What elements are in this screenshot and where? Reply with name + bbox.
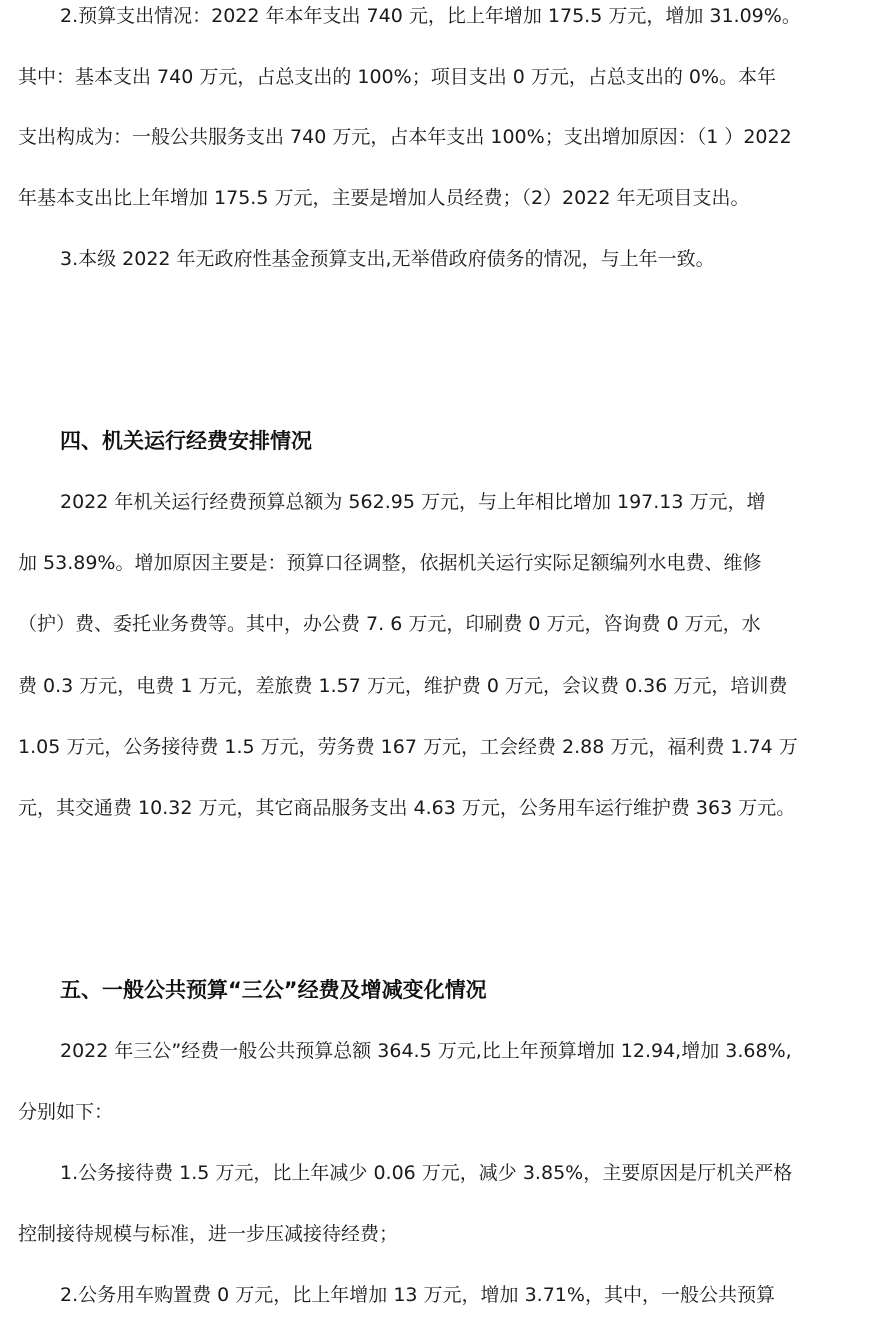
section-heading: 四、机关运行经费安排情况 <box>60 429 312 453</box>
paragraph-line: 3.本级 2022 年无政府性基金预算支出,无举借政府债务的情况，与上年一致。 <box>60 248 715 270</box>
paragraph-line: 2022 年三公”经费一般公共预算总额 364.5 万元,比上年预算增加 12.94,增加 3.68%, <box>60 1040 792 1062</box>
section-heading: 五、一般公共预算“三公”经费及增减变化情况 <box>60 978 487 1002</box>
paragraph-line: 2.预算支出情况：2022 年本年支出 740 元，比上年增加 175.5 万元，增加 31.09%。 <box>60 5 801 27</box>
paragraph-line: 2.公务用车购置费 0 万元，比上年增加 13 万元，增加 3.71%，其中，一般公共预算 <box>60 1284 775 1306</box>
paragraph-line: 1.05 万元，公务接待费 1.5 万元，劳务费 167 万元，工会经费 2.88 万元，福利费 1.74 万 <box>18 736 798 758</box>
paragraph-line: 元，其交通费 10.32 万元，其它商品服务支出 4.63 万元，公务用车运行维护费 363 万元。 <box>18 797 796 819</box>
paragraph-line: 支出构成为：一般公共服务支出 740 万元，占本年支出 100%；支出增加原因：（1 ）2022 <box>18 126 792 148</box>
paragraph-line: 2022 年机关运行经费预算总额为 562.95 万元，与上年相比增加 197.13 万元，增 <box>60 491 766 513</box>
paragraph-line: 费 0.3 万元，电费 1 万元，差旅费 1.57 万元，维护费 0 万元，会议费 0.36 万元，培训费 <box>18 675 788 697</box>
paragraph-line: 分别如下： <box>18 1101 114 1123</box>
paragraph-line: （护）费、委托业务费等。其中，办公费 7. 6 万元，印刷费 0 万元，咨询费 0 万元，水 <box>18 613 761 635</box>
paragraph-line: 加 53.89%。增加原因主要是：预算口径调整，依据机关运行实际足额编列水电费、维修 <box>18 552 762 574</box>
paragraph-line: 1.公务接待费 1.5 万元，比上年减少 0.06 万元，减少 3.85%，主要原因是厅机关严格 <box>60 1162 793 1184</box>
paragraph-line: 年基本支出比上年增加 175.5 万元，主要是增加人员经费；（2）2022 年无项目支出。 <box>18 187 750 209</box>
paragraph-line: 控制接待规模与标准，进一步压减接待经费； <box>18 1223 399 1245</box>
paragraph-line: 其中：基本支出 740 万元，占总支出的 100%；项目支出 0 万元，占总支出的 0%。本年 <box>18 66 777 88</box>
